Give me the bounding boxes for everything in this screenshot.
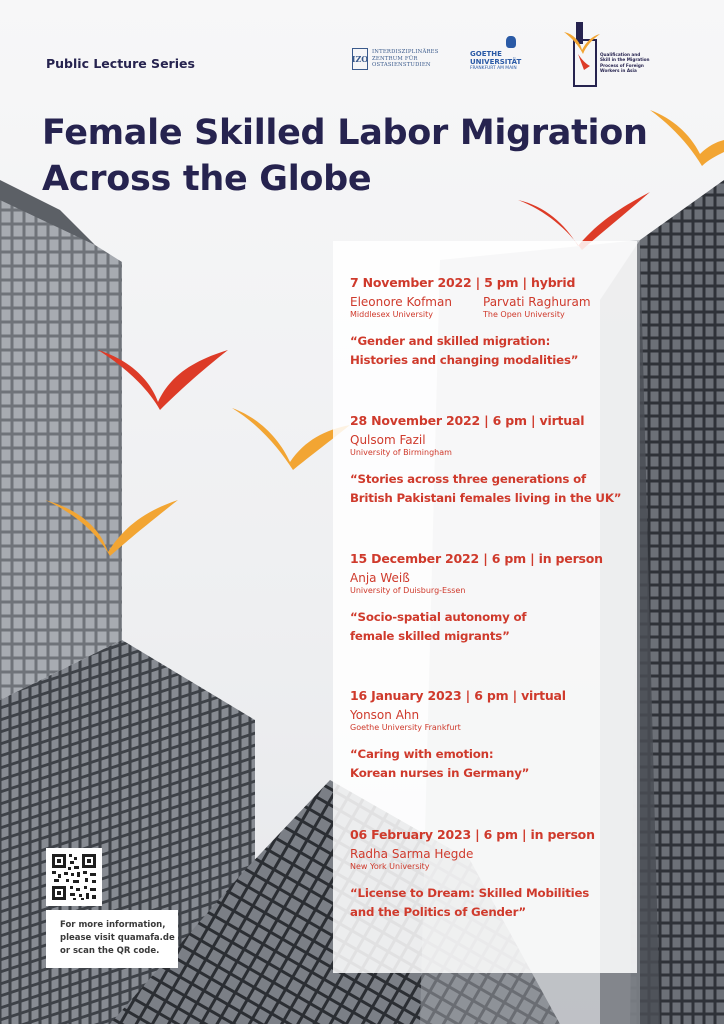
- event-date: 15 December 2022 | 6 pm | in person: [350, 551, 603, 566]
- event-title: [350, 332, 640, 370]
- speaker-name: Radha Sarma Hegde: [350, 847, 474, 861]
- speaker-affiliation: New York University: [350, 862, 430, 871]
- qr-code[interactable]: [46, 848, 102, 906]
- title-line: Female Skilled Labor Migration: [42, 113, 648, 153]
- event-date: 28 November 2022 | 6 pm | virtual: [350, 413, 585, 428]
- quamafa-line: Skill in the Migration: [600, 57, 650, 63]
- event-4: [350, 688, 640, 783]
- speaker-name: Qulsom Fazil: [350, 433, 426, 447]
- quamafa-logo: [564, 20, 656, 90]
- speaker-name: Parvati Raghuram: [483, 295, 591, 309]
- event-title: [350, 470, 640, 508]
- izo-line: OSTASIENSTUDIEN: [372, 62, 431, 69]
- event-3: [350, 551, 640, 646]
- goethe-line: FRANKFURT AM MAIN: [470, 66, 517, 71]
- speaker: [350, 433, 483, 459]
- event-5: [350, 827, 640, 922]
- izo-mark: IZO: [352, 48, 368, 70]
- izo-line: INTERDISZIPLINÄRES: [372, 49, 439, 56]
- event-title-line: “Socio-spatial autonomy of: [350, 610, 527, 624]
- info-line: please visit quamafa.de: [60, 933, 175, 943]
- more-info-box: [46, 910, 178, 968]
- info-line: For more information,: [60, 920, 166, 930]
- event-title-line: and the Politics of Gender”: [350, 905, 526, 919]
- event-title-line: “License to Dream: Skilled Mobilities: [350, 886, 590, 900]
- event-1: [350, 275, 640, 370]
- speaker-name: Yonson Ahn: [350, 708, 420, 722]
- speaker-affiliation: University of Birmingham: [350, 448, 452, 457]
- izo-line: ZENTRUM FÜR: [372, 55, 418, 62]
- event-date: 06 February 2023 | 6 pm | in person: [350, 827, 595, 842]
- speaker-affiliation: Goethe University Frankfurt: [350, 723, 461, 732]
- event-title-line: British Pakistani females living in the UK”: [350, 491, 622, 505]
- event-2: [350, 413, 640, 508]
- event-title: [350, 884, 640, 922]
- speaker-affiliation: University of Duisburg-Essen: [350, 586, 466, 595]
- speaker: [350, 847, 483, 873]
- series-label: Public Lecture Series: [46, 56, 195, 71]
- goethe-logo: [470, 42, 521, 72]
- goethe-line: GOETHE: [470, 50, 502, 58]
- speaker-affiliation: The Open University: [483, 310, 565, 319]
- event-title-line: “Stories across three generations of: [350, 472, 586, 486]
- speaker: [350, 708, 483, 734]
- quamafa-line: Workers in Asia: [600, 68, 637, 74]
- goethe-head-icon: [506, 36, 516, 48]
- qr-code-icon: [46, 848, 102, 906]
- page-title: [42, 110, 648, 202]
- event-title-line: “Caring with emotion:: [350, 747, 494, 761]
- event-title: [350, 745, 640, 783]
- event-title-line: Histories and changing modalities”: [350, 353, 579, 367]
- speaker: [350, 571, 483, 597]
- event-title-line: Korean nurses in Germany”: [350, 766, 530, 780]
- speaker-name: Anja Weiß: [350, 571, 410, 585]
- quamafa-line: Qualification and: [600, 52, 641, 57]
- speaker: [350, 295, 483, 321]
- izo-logo: [352, 48, 439, 70]
- speaker-name: Eleonore Kofman: [350, 295, 452, 309]
- title-line: Across the Globe: [42, 159, 372, 199]
- event-date: 16 January 2023 | 6 pm | virtual: [350, 688, 566, 703]
- info-line: or scan the QR code.: [60, 946, 160, 956]
- goethe-line: UNIVERSITÄT: [470, 58, 522, 66]
- event-title-line: female skilled migrants”: [350, 629, 510, 643]
- quamafa-mark-icon: [564, 20, 604, 90]
- quamafa-line: Process of Foreign: [600, 62, 644, 68]
- event-title: [350, 608, 640, 646]
- event-title-line: “Gender and skilled migration:: [350, 334, 551, 348]
- speaker-affiliation: Middlesex University: [350, 310, 434, 319]
- speaker: [483, 295, 616, 321]
- event-date: 7 November 2022 | 5 pm | hybrid: [350, 275, 576, 290]
